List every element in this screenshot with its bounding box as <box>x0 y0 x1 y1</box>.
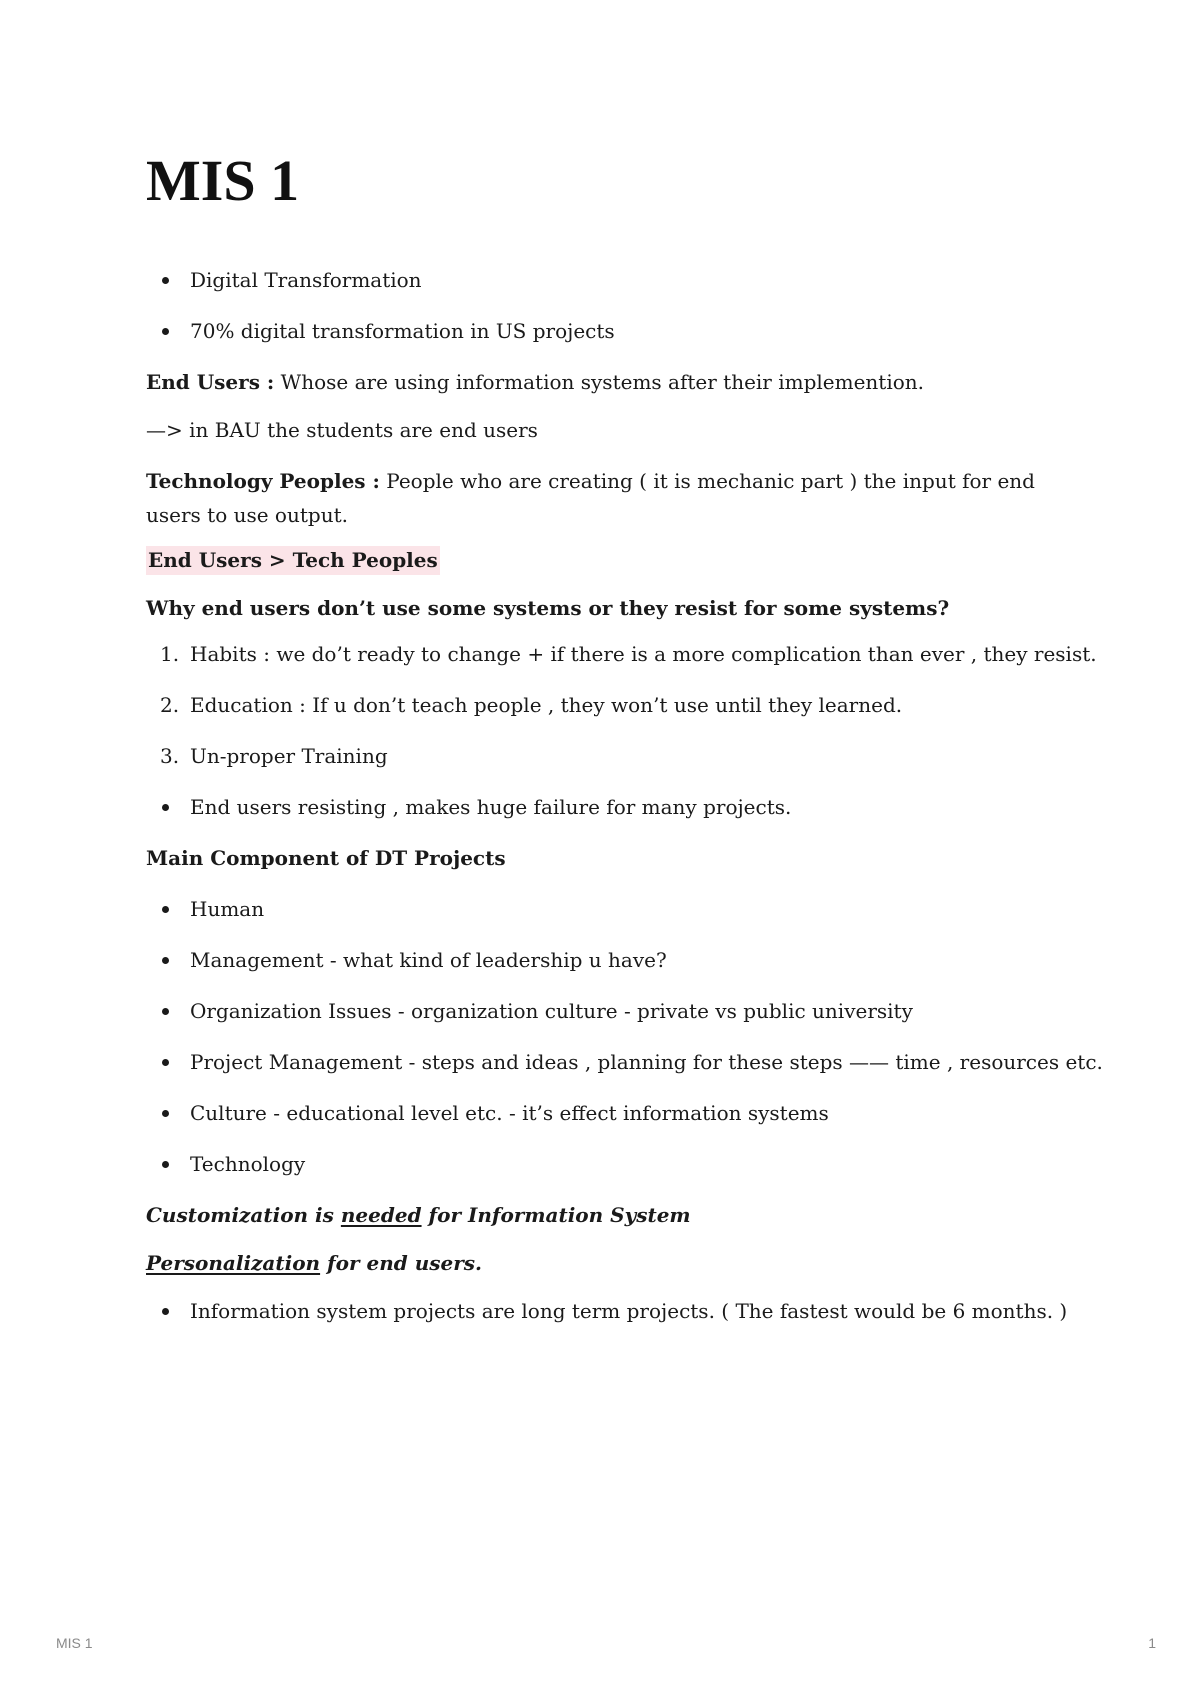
bullet-icon <box>162 957 169 964</box>
bullet-icon <box>162 804 169 811</box>
bullet-icon <box>162 1308 169 1315</box>
customization-underlined: needed <box>340 1203 422 1227</box>
page-number: 1 <box>1148 1635 1156 1651</box>
list-item <box>146 317 1066 368</box>
bau-note: —> in BAU the students are end users <box>146 418 538 442</box>
tech-peoples-label: Technology Peoples : <box>146 469 380 493</box>
footer-title: MIS 1 <box>56 1635 93 1651</box>
components-heading-text: Main Component of DT Projects <box>146 846 506 870</box>
list-item <box>146 1297 1066 1348</box>
numbered-item-text: Un-proper Training <box>190 744 388 768</box>
numbered-item <box>146 742 1066 793</box>
item-number: 1. <box>160 642 180 666</box>
end-users-definition <box>146 368 1066 416</box>
bullet-icon <box>162 1110 169 1117</box>
tech-peoples-definition <box>146 464 1066 546</box>
numbered-item-text: Education : If u don’t teach people , they won’t use until they learned. <box>190 693 903 717</box>
numbered-item <box>146 691 1066 742</box>
item-number: 3. <box>160 744 180 768</box>
customization-before: Customization is <box>146 1203 341 1227</box>
customization-note <box>146 1201 1066 1249</box>
list-item-text: Human <box>190 897 265 921</box>
bullet-icon <box>162 906 169 913</box>
page-title: MIS 1 <box>146 148 300 213</box>
document-body <box>146 266 1103 1348</box>
list-item-text: Organization Issues - organization culture - private vs public university <box>190 999 913 1023</box>
list-item <box>146 1150 1066 1201</box>
highlight-line <box>146 546 1066 594</box>
customization-after: for Information System <box>421 1203 691 1227</box>
list-item <box>146 895 1066 946</box>
list-item <box>146 793 1066 844</box>
question-text: Why end users don’t use some systems or they resist for some systems? <box>146 596 950 620</box>
end-users-label: End Users : <box>146 370 275 394</box>
list-item <box>146 997 1066 1048</box>
personalization-underlined: Personalization <box>146 1251 321 1275</box>
bullet-icon <box>162 1161 169 1168</box>
question-heading <box>146 594 1066 640</box>
bullet-icon <box>162 328 169 335</box>
personalization-note <box>146 1249 1066 1297</box>
list-item-text: 70% digital transformation in US projects <box>190 319 615 343</box>
list-item-text: Technology <box>190 1152 306 1176</box>
end-users-text: Whose are using information systems after their implemention. <box>274 370 925 394</box>
bullet-icon <box>162 1059 169 1066</box>
list-item <box>146 1099 1066 1150</box>
list-item <box>146 266 1066 317</box>
components-heading <box>146 844 1066 895</box>
bullet-icon <box>162 1008 169 1015</box>
bullet-icon <box>162 277 169 284</box>
list-item <box>146 946 1066 997</box>
numbered-item <box>146 640 1097 691</box>
tech-peoples-text: People who are creating ( it is mechanic part ) the input for end users to use output. <box>146 469 1035 527</box>
personalization-after: for end users. <box>320 1251 482 1275</box>
list-item-text: Information system projects are long term projects. ( The fastest would be 6 months. ) <box>190 1299 1068 1323</box>
list-item <box>146 1048 1103 1099</box>
list-item-text: End users resisting , makes huge failure for many projects. <box>190 795 792 819</box>
item-number: 2. <box>160 693 180 717</box>
list-item-text: Digital Transformation <box>190 268 422 292</box>
list-item-text: Culture - educational level etc. - it’s effect information systems <box>190 1101 829 1125</box>
numbered-item-text: Habits : we do’t ready to change + if there is a more complication than ever , they resist. <box>190 642 1097 666</box>
list-item-text: Project Management - steps and ideas , planning for these steps —— time , resources etc. <box>190 1050 1103 1074</box>
list-item-text: Management - what kind of leadership u have? <box>190 948 667 972</box>
highlighted-comparison: End Users > Tech Peoples <box>146 546 440 575</box>
